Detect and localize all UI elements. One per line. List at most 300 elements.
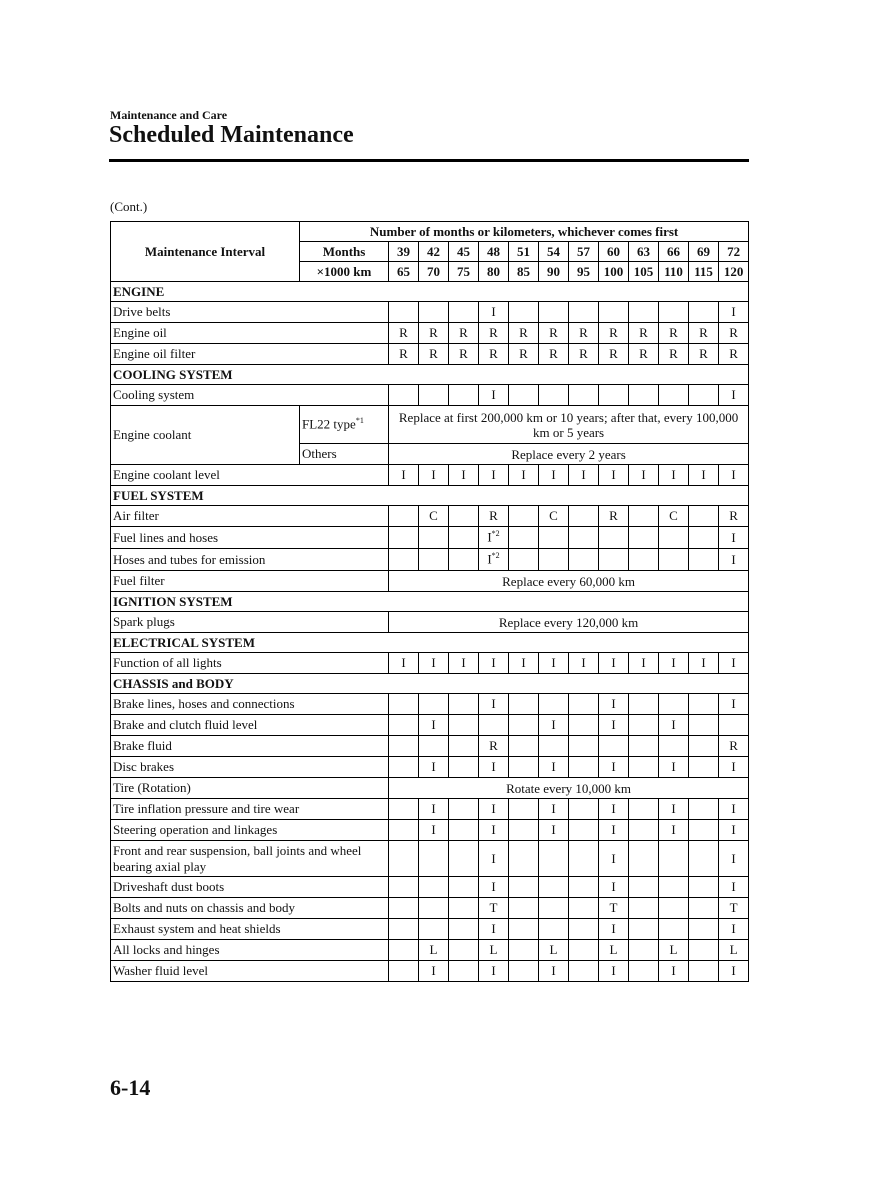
table-row <box>111 506 749 527</box>
mark-text: I <box>551 717 556 732</box>
schedule-mark <box>629 506 659 527</box>
mark-text: R <box>729 346 738 361</box>
schedule-mark <box>719 757 749 778</box>
section-title: ELECTRICAL SYSTEM <box>111 633 749 653</box>
schedule-mark <box>599 898 629 919</box>
schedule-mark <box>389 757 419 778</box>
row-label: Engine oil filter <box>111 344 389 365</box>
schedule-mark <box>539 694 569 715</box>
schedule-mark <box>689 549 719 571</box>
mark-text: I <box>731 304 736 319</box>
schedule-mark <box>569 506 599 527</box>
schedule-mark <box>689 919 719 940</box>
mark-text: R <box>699 346 708 361</box>
mark-text: I <box>731 921 736 936</box>
row-label: Drive belts <box>111 302 389 323</box>
schedule-mark <box>719 302 749 323</box>
section-row <box>111 486 749 506</box>
mark-text: T <box>609 900 618 915</box>
schedule-mark <box>509 653 539 674</box>
schedule-mark <box>509 344 539 365</box>
mark-text: I <box>431 963 436 978</box>
km-value: 65 <box>389 262 419 282</box>
sub-label-text: FL22 type <box>302 416 356 432</box>
schedule-mark <box>569 799 599 820</box>
schedule-mark <box>629 465 659 486</box>
schedule-mark <box>689 841 719 877</box>
schedule-mark <box>449 549 479 571</box>
mark-text: I <box>461 655 466 670</box>
mark-text: I <box>431 655 436 670</box>
schedule-mark <box>659 465 689 486</box>
mark-text: I <box>551 963 556 978</box>
mark-text: L <box>609 942 618 957</box>
mark-text: I <box>491 801 496 816</box>
mark-text: I <box>491 879 496 894</box>
schedule-mark <box>659 820 689 841</box>
schedule-mark <box>389 736 419 757</box>
months-value: 54 <box>539 242 569 262</box>
schedule-mark <box>539 344 569 365</box>
schedule-mark <box>719 385 749 406</box>
footnote-mark: *2 <box>491 529 500 539</box>
interval-header: Maintenance Interval <box>111 222 300 282</box>
schedule-mark <box>689 898 719 919</box>
section-title: IGNITION SYSTEM <box>111 592 749 612</box>
schedule-mark <box>689 465 719 486</box>
schedule-mark <box>479 653 509 674</box>
row-label: Bolts and nuts on chassis and body <box>111 898 389 919</box>
months-value: 69 <box>689 242 719 262</box>
schedule-mark <box>659 841 689 877</box>
schedule-mark <box>449 506 479 527</box>
mark-text: T <box>729 900 738 915</box>
mark-text: L <box>489 942 498 957</box>
km-header: ×1000 km <box>300 262 389 282</box>
schedule-mark <box>389 799 419 820</box>
schedule-mark <box>479 877 509 898</box>
schedule-mark <box>599 385 629 406</box>
mark-text: L <box>729 942 738 957</box>
schedule-mark <box>719 653 749 674</box>
schedule-mark <box>599 877 629 898</box>
schedule-mark <box>539 841 569 877</box>
schedule-mark <box>539 877 569 898</box>
mark-text: I <box>731 551 736 567</box>
schedule-mark <box>449 694 479 715</box>
schedule-mark <box>479 820 509 841</box>
mark-text: C <box>429 508 438 523</box>
mark-text: R <box>609 508 618 523</box>
schedule-mark <box>509 506 539 527</box>
schedule-mark <box>509 323 539 344</box>
mark-text: I <box>401 655 406 670</box>
mark-text: I <box>671 759 676 774</box>
schedule-mark <box>449 465 479 486</box>
schedule-mark <box>629 757 659 778</box>
interval-note: Replace every 60,000 km <box>389 571 749 592</box>
mark-text: R <box>489 346 498 361</box>
schedule-mark <box>509 820 539 841</box>
mark-text: R <box>399 325 408 340</box>
schedule-mark <box>389 715 419 736</box>
mark-text: I <box>491 921 496 936</box>
table-row <box>111 778 749 799</box>
row-label: Spark plugs <box>111 612 389 633</box>
schedule-mark <box>629 527 659 549</box>
schedule-mark <box>509 736 539 757</box>
schedule-mark <box>659 653 689 674</box>
page-number: 6-14 <box>110 1075 151 1100</box>
mark-text: R <box>729 508 738 523</box>
maintenance-schedule-table <box>110 221 749 982</box>
schedule-mark <box>449 919 479 940</box>
schedule-mark <box>689 877 719 898</box>
schedule-mark <box>719 799 749 820</box>
schedule-mark <box>659 961 689 982</box>
schedule-mark <box>539 323 569 344</box>
mark-text: I <box>491 759 496 774</box>
schedule-mark <box>389 898 419 919</box>
schedule-mark <box>659 757 689 778</box>
schedule-mark <box>389 940 419 961</box>
schedule-mark <box>719 715 749 736</box>
mark-text: R <box>639 325 648 340</box>
km-value: 115 <box>689 262 719 282</box>
section-row <box>111 365 749 385</box>
mark-text: I <box>671 801 676 816</box>
row-label: Fuel filter <box>111 571 389 592</box>
mark-text: I <box>641 655 646 670</box>
mark-text: I <box>611 717 616 732</box>
table-row <box>111 961 749 982</box>
mark-text: R <box>609 325 618 340</box>
km-value: 105 <box>629 262 659 282</box>
schedule-mark <box>419 736 449 757</box>
schedule-mark <box>539 549 569 571</box>
schedule-mark <box>719 898 749 919</box>
mark-text: I <box>611 696 616 711</box>
schedule-mark <box>719 841 749 877</box>
schedule-mark <box>689 694 719 715</box>
section-row <box>111 282 749 302</box>
row-label: Front and rear suspension, ball joints and wheel bearing axial play <box>111 841 389 877</box>
schedule-mark <box>539 898 569 919</box>
schedule-mark <box>629 302 659 323</box>
schedule-mark <box>449 385 479 406</box>
schedule-mark <box>449 344 479 365</box>
mark-text: I <box>701 655 706 670</box>
mark-text: I <box>487 529 492 545</box>
schedule-mark <box>689 323 719 344</box>
section-label: Maintenance and Care <box>110 108 228 122</box>
schedule-mark <box>719 344 749 365</box>
schedule-mark <box>419 527 449 549</box>
schedule-mark <box>389 385 419 406</box>
mark-text: I <box>731 963 736 978</box>
mark-text: I <box>731 696 736 711</box>
schedule-mark <box>539 385 569 406</box>
schedule-mark <box>599 323 629 344</box>
schedule-mark <box>419 877 449 898</box>
table-row <box>111 323 749 344</box>
schedule-mark <box>449 898 479 919</box>
row-label: Fuel lines and hoses <box>111 527 389 549</box>
row-label: Washer fluid level <box>111 961 389 982</box>
mark-text: I <box>431 467 436 482</box>
mark-text: R <box>429 325 438 340</box>
schedule-mark <box>569 653 599 674</box>
schedule-mark <box>719 323 749 344</box>
schedule-mark <box>689 302 719 323</box>
schedule-mark <box>599 841 629 877</box>
section-title: FUEL SYSTEM <box>111 486 749 506</box>
schedule-mark <box>479 757 509 778</box>
schedule-mark <box>479 465 509 486</box>
mark-text: I <box>581 467 586 482</box>
mark-text: R <box>429 346 438 361</box>
schedule-mark <box>479 799 509 820</box>
km-value: 110 <box>659 262 689 282</box>
schedule-mark <box>449 736 479 757</box>
schedule-mark <box>599 549 629 571</box>
km-value: 90 <box>539 262 569 282</box>
schedule-mark <box>629 323 659 344</box>
schedule-mark <box>569 757 599 778</box>
schedule-mark <box>389 961 419 982</box>
schedule-mark <box>569 465 599 486</box>
schedule-mark <box>629 715 659 736</box>
mark-text: I <box>731 387 736 402</box>
section-title: ENGINE <box>111 282 749 302</box>
table-row <box>111 799 749 820</box>
schedule-mark <box>569 877 599 898</box>
schedule-mark <box>629 961 659 982</box>
schedule-mark <box>539 715 569 736</box>
mark-text: I <box>461 467 466 482</box>
mark-text: R <box>489 508 498 523</box>
table-row <box>111 940 749 961</box>
schedule-mark <box>629 653 659 674</box>
mark-text: I <box>671 655 676 670</box>
schedule-mark <box>509 919 539 940</box>
months-value: 48 <box>479 242 509 262</box>
schedule-mark <box>599 940 629 961</box>
schedule-mark <box>659 877 689 898</box>
km-value: 80 <box>479 262 509 282</box>
schedule-mark <box>479 506 509 527</box>
schedule-mark <box>419 961 449 982</box>
row-label: Cooling system <box>111 385 389 406</box>
schedule-mark <box>569 940 599 961</box>
months-value: 72 <box>719 242 749 262</box>
mark-text: I <box>551 822 556 837</box>
schedule-mark <box>419 653 449 674</box>
schedule-mark <box>479 898 509 919</box>
mark-text: C <box>549 508 558 523</box>
table-row <box>111 612 749 633</box>
schedule-mark <box>389 653 419 674</box>
section-row <box>111 674 749 694</box>
title-rule <box>109 159 749 162</box>
mark-text: R <box>459 346 468 361</box>
schedule-mark <box>449 653 479 674</box>
mark-text: I <box>611 822 616 837</box>
schedule-mark <box>689 344 719 365</box>
schedule-mark <box>569 323 599 344</box>
schedule-mark <box>629 841 659 877</box>
mark-text: I <box>731 822 736 837</box>
mark-text: I <box>611 921 616 936</box>
mark-text: L <box>669 942 678 957</box>
mark-text: I <box>491 387 496 402</box>
schedule-mark <box>479 385 509 406</box>
table-row <box>111 694 749 715</box>
months-value: 51 <box>509 242 539 262</box>
schedule-mark <box>449 961 479 982</box>
table-row <box>111 571 749 592</box>
mark-text: R <box>399 346 408 361</box>
schedule-mark <box>599 820 629 841</box>
schedule-mark <box>659 323 689 344</box>
table-row <box>111 736 749 757</box>
schedule-mark <box>419 694 449 715</box>
table-row <box>111 527 749 549</box>
schedule-mark <box>419 465 449 486</box>
mark-text: I <box>487 551 492 567</box>
row-label: Engine oil <box>111 323 389 344</box>
schedule-mark <box>629 940 659 961</box>
schedule-mark <box>719 919 749 940</box>
mark-text: I <box>521 467 526 482</box>
mark-text: R <box>669 346 678 361</box>
schedule-mark <box>539 820 569 841</box>
mark-text: I <box>431 717 436 732</box>
mark-text: I <box>491 655 496 670</box>
months-value: 66 <box>659 242 689 262</box>
mark-text: I <box>431 801 436 816</box>
schedule-mark <box>389 919 419 940</box>
table-row <box>111 919 749 940</box>
schedule-mark <box>659 506 689 527</box>
mark-text: I <box>491 467 496 482</box>
mark-text: I <box>611 850 616 866</box>
schedule-mark <box>599 757 629 778</box>
schedule-mark <box>509 898 539 919</box>
mark-text: I <box>491 696 496 711</box>
schedule-mark <box>449 940 479 961</box>
mark-text: I <box>731 850 736 866</box>
table-row <box>111 898 749 919</box>
table-row <box>111 653 749 674</box>
months-value: 39 <box>389 242 419 262</box>
schedule-mark <box>479 302 509 323</box>
schedule-mark <box>509 694 539 715</box>
table-row <box>111 757 749 778</box>
schedule-mark <box>629 549 659 571</box>
table-row <box>111 344 749 365</box>
schedule-mark <box>389 841 419 877</box>
schedule-mark <box>659 736 689 757</box>
mark-text: I <box>671 963 676 978</box>
km-value: 85 <box>509 262 539 282</box>
mark-text: I <box>611 759 616 774</box>
schedule-mark <box>449 877 479 898</box>
schedule-mark <box>689 527 719 549</box>
footnote-mark: *1 <box>355 416 364 426</box>
schedule-mark <box>719 940 749 961</box>
schedule-mark <box>629 799 659 820</box>
schedule-mark <box>569 736 599 757</box>
mark-text: I <box>581 655 586 670</box>
schedule-mark <box>539 653 569 674</box>
mark-text: I <box>671 467 676 482</box>
schedule-mark <box>719 820 749 841</box>
mark-text: R <box>549 346 558 361</box>
schedule-mark <box>539 302 569 323</box>
schedule-mark <box>539 961 569 982</box>
interval-note: Replace every 120,000 km <box>389 612 749 633</box>
row-label: Air filter <box>111 506 389 527</box>
km-value: 95 <box>569 262 599 282</box>
schedule-mark <box>569 841 599 877</box>
months-value: 60 <box>599 242 629 262</box>
schedule-mark <box>719 694 749 715</box>
schedule-mark <box>659 694 689 715</box>
row-label: Brake fluid <box>111 736 389 757</box>
schedule-mark <box>659 344 689 365</box>
schedule-mark <box>569 919 599 940</box>
months-value: 45 <box>449 242 479 262</box>
schedule-mark <box>599 465 629 486</box>
schedule-mark <box>599 506 629 527</box>
schedule-mark <box>569 961 599 982</box>
schedule-mark <box>599 919 629 940</box>
schedule-mark <box>719 961 749 982</box>
mark-text: R <box>489 325 498 340</box>
mark-text: R <box>609 346 618 361</box>
schedule-mark <box>689 799 719 820</box>
schedule-mark <box>659 919 689 940</box>
schedule-mark <box>719 736 749 757</box>
mark-text: I <box>611 655 616 670</box>
schedule-mark <box>389 694 419 715</box>
schedule-mark <box>659 385 689 406</box>
schedule-mark <box>479 715 509 736</box>
schedule-mark <box>449 841 479 877</box>
table-row <box>111 841 749 877</box>
sub-label <box>300 406 389 444</box>
schedule-mark <box>389 820 419 841</box>
schedule-mark <box>599 961 629 982</box>
schedule-mark <box>599 694 629 715</box>
schedule-mark <box>539 527 569 549</box>
mark-text: C <box>669 508 678 523</box>
table-row <box>111 820 749 841</box>
schedule-mark <box>689 715 719 736</box>
schedule-mark <box>419 799 449 820</box>
group-header: Number of months or kilometers, whichever comes first <box>300 222 749 242</box>
schedule-mark <box>599 527 629 549</box>
schedule-mark <box>419 841 449 877</box>
mark-text: R <box>459 325 468 340</box>
row-label: Driveshaft dust boots <box>111 877 389 898</box>
mark-text: I <box>641 467 646 482</box>
schedule-mark <box>419 549 449 571</box>
schedule-mark <box>569 549 599 571</box>
schedule-mark <box>569 302 599 323</box>
schedule-mark <box>449 302 479 323</box>
